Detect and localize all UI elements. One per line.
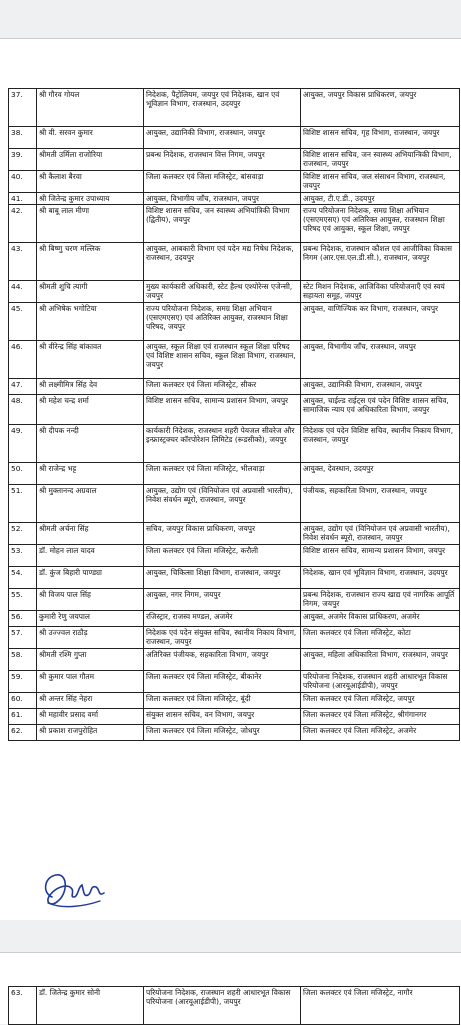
table-row [9, 341, 460, 379]
table-row [9, 395, 460, 425]
officer-name-cell: श्रीमती अर्चना सिंह [37, 523, 144, 545]
table-row [9, 545, 460, 567]
new-post-cell: आयुक्त, अजमेर विकास प्राधिकरण, अजमेर [301, 611, 460, 627]
officer-name-cell: श्री वी. सरवन कुमार [37, 127, 144, 149]
table-row [9, 589, 460, 611]
officer-name-cell: श्री दीपक नन्दी [37, 425, 144, 463]
new-post-cell: विशिष्ट शासन सचिव, गृह विभाग, राजस्थान, जयपुर [301, 127, 460, 149]
new-post-cell: आयुक्त, टी.ए.डी., उदयपुर [301, 193, 460, 205]
table-row [9, 523, 460, 545]
current-post-cell: निदेशक, पैट्रोलियम, जयपुर एवं निदेशक, खान एवं भूविज्ञान विभाग, राजस्थान, उदयपुर [144, 89, 301, 127]
table-row [9, 127, 460, 149]
current-post-cell: राज्य परियोजना निदेशक, समग्र शिक्षा अभियान (एसएमएसए) एवं अतिरिक्त आयुक्त, राजस्थान शिक्षा परिषद, जयपुर [144, 303, 301, 341]
serial-number-cell: 49. [9, 425, 37, 463]
serial-number-cell: 59. [9, 671, 37, 693]
table-row [9, 149, 460, 171]
serial-number-cell: 56. [9, 611, 37, 627]
serial-number-cell: 41. [9, 193, 37, 205]
new-post-cell: आयुक्त, महिला अधिकारिता विभाग, राजस्थान, जयपुर [301, 649, 460, 671]
officer-name-cell: श्री मुक्तानन्द अग्रवाल [37, 485, 144, 523]
serial-number-cell: 57. [9, 627, 37, 649]
serial-number-cell: 62. [9, 725, 37, 741]
officer-name-cell: श्री गौरव गोयल [37, 89, 144, 127]
serial-number-cell: 51. [9, 485, 37, 523]
current-post-cell: मुख्य कार्यकारी अधिकारी, स्टेट हैल्थ एश्योरेन्स एजेन्सी, जयपुर [144, 281, 301, 303]
new-post-cell: निदेशक, खान एवं भूविज्ञान विभाग, राजस्थान, उदयपुर [301, 567, 460, 589]
officer-name-cell: श्रीमती रश्मि गुप्ता [37, 649, 144, 671]
officer-name-cell: श्री राजेन्द्र भट्ट [37, 463, 144, 485]
new-post-cell: जिला कलक्टर एवं जिला मजिस्ट्रेट, अजमेर [301, 725, 460, 741]
serial-number-cell: 48. [9, 395, 37, 425]
transfer-table [8, 88, 460, 741]
new-post-cell: परियोजना निदेशक, राजस्थान शहरी आधारभूत विकास परियोजना (आरयूआईडीपी), जयपुर [301, 671, 460, 693]
serial-number-cell: 43. [9, 243, 37, 281]
page-top-rule [0, 952, 461, 953]
document-page-1 [0, 38, 461, 920]
transfer-table-continued [8, 986, 460, 1025]
officer-name-cell: श्रीमती शुचि त्यागी [37, 281, 144, 303]
table-row [9, 193, 460, 205]
serial-number-cell: 38. [9, 127, 37, 149]
officer-name-cell: डॉ. मोहन लाल यादव [37, 545, 144, 567]
new-post-cell: विशिष्ट शासन सचिव, जल संसाधन विभाग, राजस्थान, जयपुर [301, 171, 460, 193]
officer-name-cell: श्री अभिषेक भगोटिया [37, 303, 144, 341]
table-row [9, 709, 460, 725]
serial-number-cell: 61. [9, 709, 37, 725]
serial-number-cell: 47. [9, 379, 37, 395]
new-post-cell: राज्य परियोजना निदेशक, समग्र शिक्षा अभियान (एसएमएसए) एवं अतिरिक्त आयुक्त, राजस्थान शिक्षा परिषद एवं आयुक्त, स्कूल शिक्षा, जयपुर [301, 205, 460, 243]
serial-number-cell: 50. [9, 463, 37, 485]
current-post-cell: जिला कलक्टर एवं जिला मजिस्ट्रेट, बीकानेर [144, 671, 301, 693]
new-post-cell: आयुक्त, चाईल्ड राईट्स एवं पदेन विशिष्ट शासन सचिव, सामाजिक न्याय एवं अधिकारिता विभाग, जयपुर [301, 395, 460, 425]
table-row [9, 205, 460, 243]
new-post-cell: जिला कलक्टर एवं जिला मजिस्ट्रेट, कोटा [301, 627, 460, 649]
current-post-cell: निदेशक एवं पदेन संयुक्त सचिव, स्थानीय निकाय विभाग, राजस्थान, जयपुर [144, 627, 301, 649]
serial-number-cell: 58. [9, 649, 37, 671]
table-row [9, 281, 460, 303]
current-post-cell: जिला कलक्टर एवं जिला मजिस्ट्रेट, भीलवाड़ा [144, 463, 301, 485]
current-post-cell: आयुक्त, आबकारी विभाग एवं पदेन मद्य निषेध निदेशक, राजस्थान, उदयपुर [144, 243, 301, 281]
serial-number-cell: 39. [9, 149, 37, 171]
table-row [9, 671, 460, 693]
officer-name-cell: कुमारी रेणु जयपाल [37, 611, 144, 627]
new-post-cell: प्रबन्ध निदेशक, राजस्थान राज्य खाद्य एवं नागरिक आपूर्ति निगम, जयपुर [301, 589, 460, 611]
table-row [9, 693, 460, 709]
current-post-cell: जिला कलक्टर एवं जिला मजिस्ट्रेट, सीकर [144, 379, 301, 395]
table-row [9, 243, 460, 281]
officer-name-cell: श्री कैलाश बैरवा [37, 171, 144, 193]
table-row [9, 649, 460, 671]
new-post-cell: जिला कलक्टर एवं जिला मजिस्ट्रेट, जयपुर [301, 693, 460, 709]
current-post-cell: सचिव, जयपुर विकास प्राधिकरण, जयपुर [144, 523, 301, 545]
new-post-cell: आयुक्त, जयपुर विकास प्राधिकरण, जयपुर [301, 89, 460, 127]
serial-number-cell: 42. [9, 205, 37, 243]
officer-name-cell: श्री बाबू लाल मीणा [37, 205, 144, 243]
table-row [9, 725, 460, 741]
current-post-cell: जिला कलक्टर एवं जिला मजिस्ट्रेट, जोधपुर [144, 725, 301, 741]
officer-name-cell: श्री विजय पाल सिंह [37, 589, 144, 611]
officer-name-cell: श्री प्रकाश राजपुरोहित [37, 725, 144, 741]
officer-name-cell: श्री जितेन्द्र कुमार उपाध्याय [37, 193, 144, 205]
new-post-cell: स्टेट मिशन निदेशक, आजिविका परियोजनाएँ एवं स्वयं सहायता समूह, जयपुर [301, 281, 460, 303]
new-post-cell: जिला कलक्टर एवं जिला मजिस्ट्रेट, श्रीगंगानगर [301, 709, 460, 725]
new-post-cell: विशिष्ट शासन सचिव, सामान्य प्रशासन विभाग, जयपुर [301, 545, 460, 567]
new-post-cell: पंजीयक, सहकारिता विभाग, राजस्थान, जयपुर [301, 485, 460, 523]
officer-name-cell: श्री महावीर प्रसाद वर्मा [37, 709, 144, 725]
officer-name-cell: श्री उज्ज्वल राठौड़ [37, 627, 144, 649]
table-row [9, 611, 460, 627]
serial-number-cell: 63. [9, 987, 37, 1025]
serial-number-cell: 45. [9, 303, 37, 341]
new-post-cell: आयुक्त, वाणिज्यिक कर विभाग, राजस्थान, जयपुर [301, 303, 460, 341]
table-row [9, 425, 460, 463]
new-post-cell: आयुक्त, उद्यानिकी विभाग, राजस्थान, जयपुर [301, 379, 460, 395]
table-row [9, 627, 460, 649]
current-post-cell: आयुक्त, नगर निगम, जयपुर [144, 589, 301, 611]
serial-number-cell: 54. [9, 567, 37, 589]
serial-number-cell: 53. [9, 545, 37, 567]
new-post-cell: आयुक्त, उद्योग एवं (विनियोजन एवं अप्रवासी भारतीय), निवेश संवर्धन ब्यूरो, राजस्थान, जयपुर [301, 523, 460, 545]
current-post-cell: रजिस्ट्रार, राजस्व मण्डल, अजमेर [144, 611, 301, 627]
current-post-cell: आयुक्त, चिकित्सा शिक्षा विभाग, राजस्थान, जयपुर [144, 567, 301, 589]
officer-name-cell: डॉ. कुंज बिहारी पाण्ड्या [37, 567, 144, 589]
current-post-cell: जिला कलक्टर एवं जिला मजिस्ट्रेट, बूंदी [144, 693, 301, 709]
table-row [9, 463, 460, 485]
serial-number-cell: 40. [9, 171, 37, 193]
serial-number-cell: 37. [9, 89, 37, 127]
new-post-cell: विशिष्ट शासन सचिव, जन स्वास्थ्य अभियान्त्रिकी विभाग, राजस्थान, जयपुर [301, 149, 460, 171]
current-post-cell: विशिष्ट शासन सचिव, सामान्य प्रशासन विभाग, जयपुर [144, 395, 301, 425]
current-post-cell: जिला कलक्टर एवं जिला मजिस्ट्रेट, करौली [144, 545, 301, 567]
table-row [9, 89, 460, 127]
officer-name-cell: श्रीमती उर्मिला राजोरिया [37, 149, 144, 171]
table-row [9, 987, 460, 1025]
table-row [9, 485, 460, 523]
serial-number-cell: 55. [9, 589, 37, 611]
current-post-cell: परियोजना निदेशक, राजस्थान शहरी आधारभूत विकास परियोजना (आरयूआईडीपी), जयपुर [144, 987, 301, 1025]
table-row [9, 171, 460, 193]
new-post-cell: जिला कलक्टर एवं जिला मजिस्ट्रेट, नागौर [301, 987, 460, 1025]
current-post-cell: आयुक्त, विभागीय जाँच, राजस्थान, जयपुर [144, 193, 301, 205]
officer-name-cell: श्री महेश चन्द्र शर्मा [37, 395, 144, 425]
new-post-cell: आयुक्त, विभागीय जाँच, राजस्थान, जयपुर [301, 341, 460, 379]
current-post-cell: विशिष्ट शासन सचिव, जन स्वास्थ्य अभियांत्रिकी विभाग (द्वितीय), जयपुर [144, 205, 301, 243]
current-post-cell: संयुक्त शासन सचिव, वन विभाग, जयपुर [144, 709, 301, 725]
page-top-rule [0, 38, 461, 39]
new-post-cell: प्रबन्ध निदेशक, राजस्थान कौशल एवं आजीविका विकास निगम (आर.एस.एल.डी.सी.), राजस्थान, जयपुर [301, 243, 460, 281]
officer-name-cell: श्री लक्ष्मीमित्र सिंह देव [37, 379, 144, 395]
table-row [9, 379, 460, 395]
current-post-cell: प्रबन्ध निदेशक, राजस्थान वित्त निगम, जयपुर [144, 149, 301, 171]
current-post-cell: आयुक्त, उद्योग एवं (विनियोजन एवं अप्रवासी भारतीय), निवेश संवर्धन ब्यूरो, राजस्थान, जयपुर [144, 485, 301, 523]
new-post-cell: निदेशक एवं पदेन विशिष्ट सचिव, स्थानीय निकाय विभाग, राजस्थान, जयपुर [301, 425, 460, 463]
signature [38, 863, 110, 913]
officer-name-cell: श्री वीरेन्द्र सिंह बांकावत [37, 341, 144, 379]
officer-name-cell: श्री अन्तर सिंह नेहरा [37, 693, 144, 709]
current-post-cell: अतिरिक्त पंजीयक, सहकारिता विभाग, जयपुर [144, 649, 301, 671]
officer-name-cell: श्री बिष्णु चरण मल्लिक [37, 243, 144, 281]
serial-number-cell: 52. [9, 523, 37, 545]
current-post-cell: कार्यकारी निदेशक, राजस्थान शहरी पेयजल सीवरेज और इन्फ्रास्ट्रक्चर कॉरपोरेशन लिमिटेड (रूडसीको), जयपुर [144, 425, 301, 463]
officer-name-cell: डॉ. जितेन्द्र कुमार सोनी [37, 987, 144, 1025]
serial-number-cell: 44. [9, 281, 37, 303]
current-post-cell: आयुक्त, उद्यानिकी विभाग, राजस्थान, जयपुर [144, 127, 301, 149]
new-post-cell: आयुक्त, देवस्थान, उदयपुर [301, 463, 460, 485]
document-page-2 [0, 952, 461, 1024]
current-post-cell: जिला कलक्टर एवं जिला मजिस्ट्रेट, बांसवाड़ा [144, 171, 301, 193]
current-post-cell: आयुक्त, स्कूल शिक्षा एवं राजस्थान स्कूल शिक्षा परिषद एवं विशिष्ट शासन सचिव, स्कूल शिक्षा विभाग, राजस्थान, जयपुर [144, 341, 301, 379]
serial-number-cell: 60. [9, 693, 37, 709]
serial-number-cell: 46. [9, 341, 37, 379]
table-row [9, 303, 460, 341]
officer-name-cell: श्री कुमार पाल गौतम [37, 671, 144, 693]
table-row [9, 567, 460, 589]
